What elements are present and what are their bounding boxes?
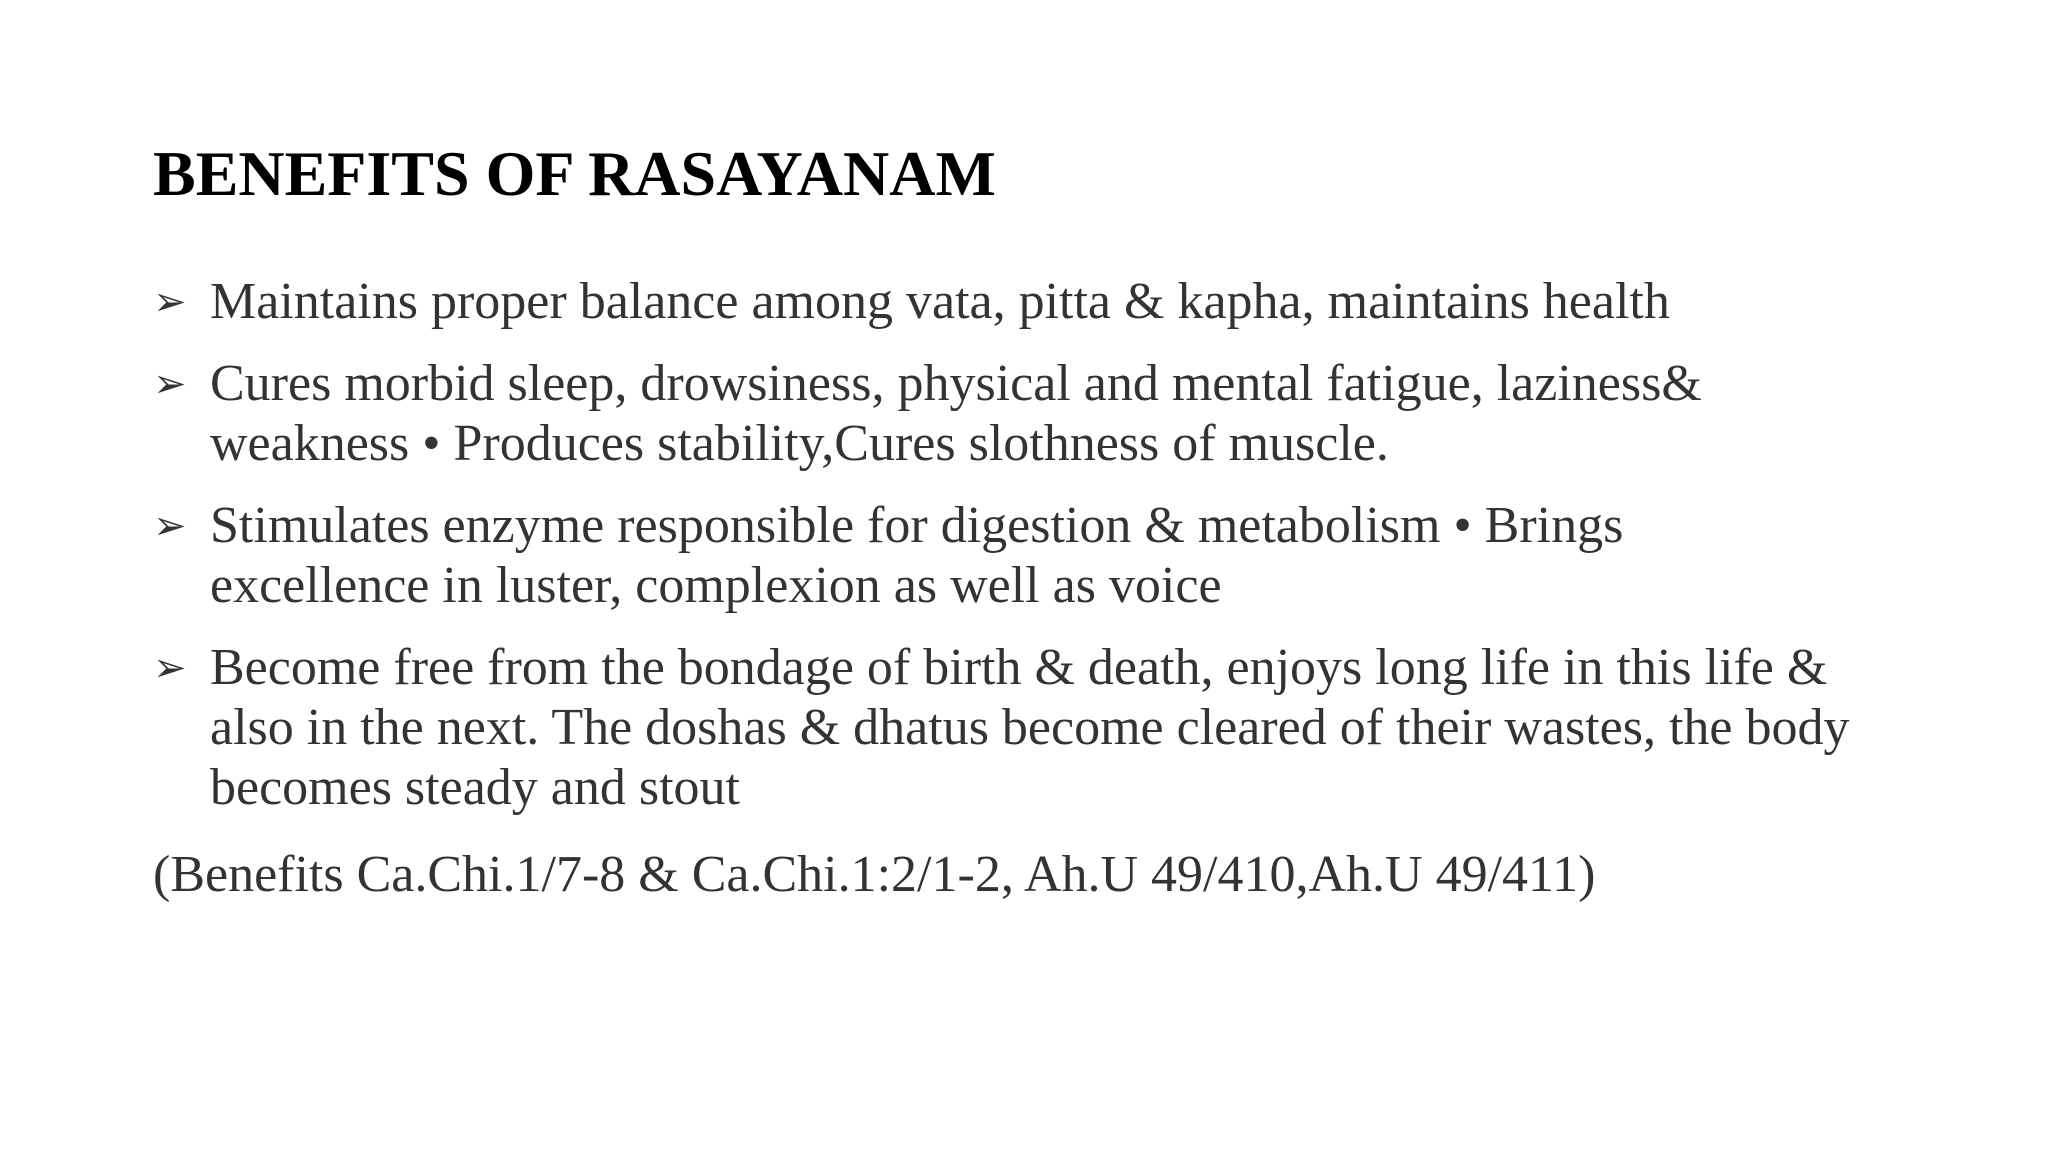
arrow-bullet-icon: ➢: [153, 279, 187, 325]
bullet-text: Maintains proper balance among vata, pitta & kapha, maintains health: [210, 273, 1670, 330]
bullet-text: Stimulates enzyme responsible for digestion & metabolism • Brings excellence in luster, complexion as well as voice: [210, 497, 1624, 614]
bullet-text: Become free from the bondage of birth & death, enjoys long life in this life & also in the next. The doshas & dhatus become cleared of their wastes, the body becomes steady and stout: [210, 639, 1850, 816]
bullet-list: [153, 272, 1853, 840]
bullet-item-longevity: [153, 638, 1853, 818]
bullet-item-balance: [153, 272, 1853, 332]
arrow-bullet-icon: ➢: [153, 503, 187, 549]
reference-citation: (Benefits Ca.Chi.1/7-8 & Ca.Chi.1:2/1-2, Ah.U 49/410,Ah.U 49/411): [153, 846, 1596, 903]
bullet-item-sleep: [153, 354, 1853, 474]
arrow-bullet-icon: ➢: [153, 645, 187, 691]
bullet-item-digestion: [153, 496, 1853, 616]
bullet-text: Cures morbid sleep, drowsiness, physical and mental fatigue, laziness& weakness • Produces stability,Cures slothness of muscle.: [210, 355, 1702, 472]
arrow-bullet-icon: ➢: [153, 361, 187, 407]
slide-title: BENEFITS OF RASAYANAM: [153, 138, 996, 209]
